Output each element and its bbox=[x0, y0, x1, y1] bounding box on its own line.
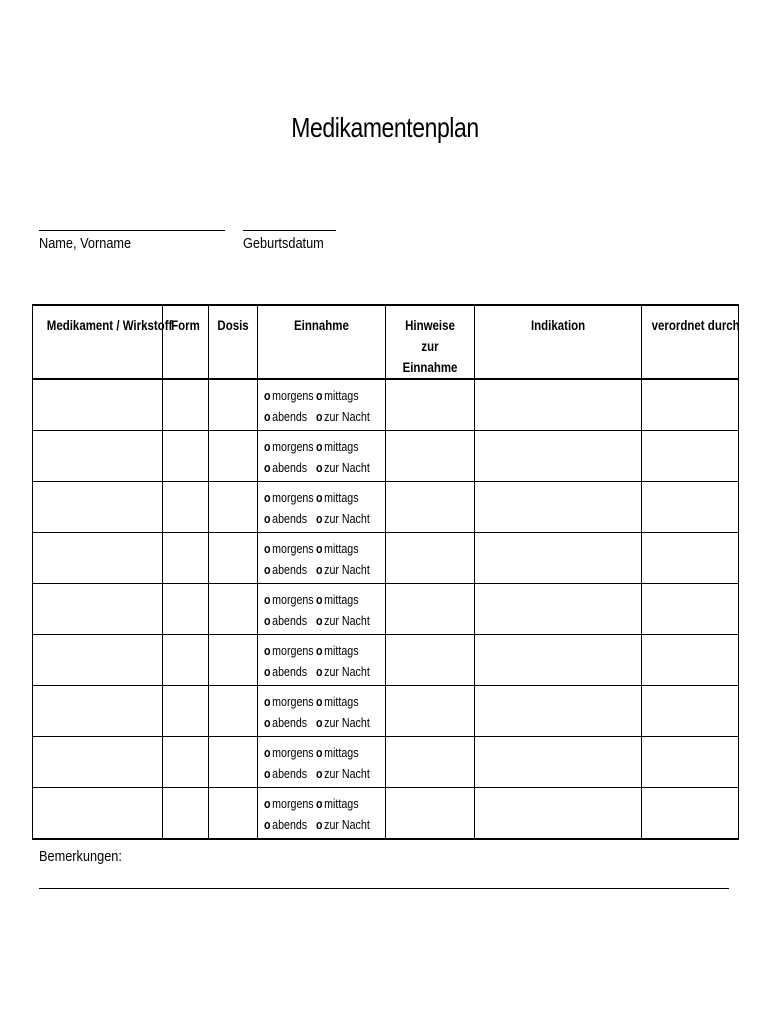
name-label: Name, Vorname bbox=[39, 235, 132, 252]
prescribed-by-cell[interactable] bbox=[642, 533, 739, 584]
form-cell[interactable] bbox=[163, 737, 209, 788]
option-bullet: o bbox=[264, 388, 271, 403]
indication-cell[interactable] bbox=[475, 737, 642, 788]
indication-cell[interactable] bbox=[475, 431, 642, 482]
option-bullet: o bbox=[316, 664, 323, 679]
intake-cell bbox=[258, 584, 386, 635]
medication-cell[interactable] bbox=[33, 737, 163, 788]
form-cell[interactable] bbox=[163, 686, 209, 737]
option-abends[interactable]: o abends bbox=[264, 817, 308, 832]
option-morgens[interactable]: o morgens bbox=[264, 796, 314, 811]
option-bullet: o bbox=[316, 694, 323, 709]
option-bullet: o bbox=[316, 766, 323, 781]
option-bullet: o bbox=[316, 409, 323, 424]
option-mittags[interactable]: o mittags bbox=[316, 490, 359, 505]
medication-table bbox=[32, 304, 739, 840]
option-mittags[interactable]: o mittags bbox=[316, 388, 359, 403]
form-cell[interactable] bbox=[163, 788, 209, 840]
option-bullet: o bbox=[264, 511, 271, 526]
intake-cell bbox=[258, 431, 386, 482]
option-zur-nacht[interactable]: o zur Nacht bbox=[316, 460, 370, 475]
medication-cell[interactable] bbox=[33, 686, 163, 737]
option-zur-nacht[interactable]: o zur Nacht bbox=[316, 664, 370, 679]
table-row bbox=[33, 533, 739, 584]
option-bullet: o bbox=[316, 388, 323, 403]
option-bullet: o bbox=[316, 715, 323, 730]
option-bullet: o bbox=[316, 511, 323, 526]
option-mittags[interactable]: o mittags bbox=[316, 643, 359, 658]
prescribed-by-cell[interactable] bbox=[642, 737, 739, 788]
prescribed-by-cell[interactable] bbox=[642, 584, 739, 635]
indication-cell[interactable] bbox=[475, 533, 642, 584]
table-row bbox=[33, 686, 739, 737]
form-cell[interactable] bbox=[163, 584, 209, 635]
header-indication: Indikation bbox=[475, 305, 642, 379]
dose-cell[interactable] bbox=[209, 788, 258, 840]
form-cell[interactable] bbox=[163, 482, 209, 533]
option-abends[interactable]: o abends bbox=[264, 613, 308, 628]
notes-cell[interactable] bbox=[386, 379, 475, 431]
option-morgens[interactable]: o morgens bbox=[264, 592, 314, 607]
intake-cell bbox=[258, 482, 386, 533]
notes-cell[interactable] bbox=[386, 686, 475, 737]
option-bullet: o bbox=[264, 613, 271, 628]
option-bullet: o bbox=[264, 664, 271, 679]
option-abends[interactable]: o abends bbox=[264, 409, 308, 424]
notes-cell[interactable] bbox=[386, 788, 475, 840]
option-morgens[interactable]: o morgens bbox=[264, 541, 314, 556]
prescribed-by-cell[interactable] bbox=[642, 635, 739, 686]
option-bullet: o bbox=[264, 409, 271, 424]
option-morgens[interactable]: o morgens bbox=[264, 745, 314, 760]
form-cell[interactable] bbox=[163, 431, 209, 482]
medication-cell[interactable] bbox=[33, 635, 163, 686]
remarks-label: Bemerkungen: bbox=[39, 848, 122, 865]
option-bullet: o bbox=[316, 541, 323, 556]
dose-cell[interactable] bbox=[209, 533, 258, 584]
intake-cell bbox=[258, 635, 386, 686]
form-cell[interactable] bbox=[163, 533, 209, 584]
dose-cell[interactable] bbox=[209, 482, 258, 533]
option-zur-nacht[interactable]: o zur Nacht bbox=[316, 409, 370, 424]
prescribed-by-cell[interactable] bbox=[642, 788, 739, 840]
remarks-line[interactable] bbox=[39, 888, 729, 889]
indication-cell[interactable] bbox=[475, 788, 642, 840]
option-zur-nacht[interactable]: o zur Nacht bbox=[316, 817, 370, 832]
option-bullet: o bbox=[264, 490, 271, 505]
option-bullet: o bbox=[316, 817, 323, 832]
option-zur-nacht[interactable]: o zur Nacht bbox=[316, 613, 370, 628]
birthdate-label: Geburtsdatum bbox=[243, 235, 324, 252]
name-underline bbox=[39, 230, 225, 231]
option-bullet: o bbox=[316, 613, 323, 628]
option-bullet: o bbox=[264, 817, 271, 832]
option-mittags[interactable]: o mittags bbox=[316, 796, 359, 811]
option-abends[interactable]: o abends bbox=[264, 664, 308, 679]
table-row bbox=[33, 635, 739, 686]
form-cell[interactable] bbox=[163, 635, 209, 686]
intake-cell bbox=[258, 379, 386, 431]
indication-cell[interactable] bbox=[475, 635, 642, 686]
indication-cell[interactable] bbox=[475, 686, 642, 737]
option-bullet: o bbox=[316, 643, 323, 658]
intake-cell bbox=[258, 686, 386, 737]
table-row bbox=[33, 379, 739, 431]
option-bullet: o bbox=[264, 694, 271, 709]
option-mittags[interactable]: o mittags bbox=[316, 745, 359, 760]
header-form: Form bbox=[163, 305, 209, 379]
option-bullet: o bbox=[316, 796, 323, 811]
option-mittags[interactable]: o mittags bbox=[316, 541, 359, 556]
option-bullet: o bbox=[264, 643, 271, 658]
option-morgens[interactable]: o morgens bbox=[264, 439, 314, 454]
prescribed-by-cell[interactable] bbox=[642, 379, 739, 431]
option-bullet: o bbox=[264, 715, 271, 730]
option-zur-nacht[interactable]: o zur Nacht bbox=[316, 562, 370, 577]
dose-cell[interactable] bbox=[209, 635, 258, 686]
option-morgens[interactable]: o morgens bbox=[264, 388, 314, 403]
table-row bbox=[33, 737, 739, 788]
option-morgens[interactable]: o morgens bbox=[264, 490, 314, 505]
notes-cell[interactable] bbox=[386, 584, 475, 635]
header-prescribed-by: verordnet durch bbox=[642, 305, 739, 379]
medication-cell[interactable] bbox=[33, 788, 163, 840]
dose-cell[interactable] bbox=[209, 584, 258, 635]
option-bullet: o bbox=[264, 562, 271, 577]
option-bullet: o bbox=[264, 745, 271, 760]
option-bullet: o bbox=[316, 592, 323, 607]
notes-cell[interactable] bbox=[386, 635, 475, 686]
option-bullet: o bbox=[316, 490, 323, 505]
medication-cell[interactable] bbox=[33, 584, 163, 635]
option-zur-nacht[interactable]: o zur Nacht bbox=[316, 511, 370, 526]
medication-cell[interactable] bbox=[33, 533, 163, 584]
header-intake: Einnahme bbox=[258, 305, 386, 379]
option-morgens[interactable]: o morgens bbox=[264, 643, 314, 658]
option-bullet: o bbox=[264, 592, 271, 607]
table-row bbox=[33, 584, 739, 635]
intake-cell bbox=[258, 788, 386, 840]
header-medication: Medikament / Wirkstoff bbox=[33, 305, 163, 379]
option-abends[interactable]: o abends bbox=[264, 766, 308, 781]
prescribed-by-cell[interactable] bbox=[642, 686, 739, 737]
header-notes: Hinweise zur Einnahme bbox=[386, 305, 475, 379]
table-header-row bbox=[33, 305, 739, 379]
dose-cell[interactable] bbox=[209, 379, 258, 431]
medication-cell[interactable] bbox=[33, 379, 163, 431]
option-mittags[interactable]: o mittags bbox=[316, 439, 359, 454]
option-mittags[interactable]: o mittags bbox=[316, 592, 359, 607]
notes-cell[interactable] bbox=[386, 533, 475, 584]
option-abends[interactable]: o abends bbox=[264, 460, 308, 475]
notes-cell[interactable] bbox=[386, 482, 475, 533]
option-zur-nacht[interactable]: o zur Nacht bbox=[316, 715, 370, 730]
intake-cell bbox=[258, 533, 386, 584]
indication-cell[interactable] bbox=[475, 379, 642, 431]
birthdate-underline bbox=[243, 230, 336, 231]
option-mittags[interactable]: o mittags bbox=[316, 694, 359, 709]
option-bullet: o bbox=[264, 766, 271, 781]
option-bullet: o bbox=[316, 745, 323, 760]
name-field[interactable] bbox=[39, 230, 225, 253]
option-bullet: o bbox=[264, 796, 271, 811]
notes-cell[interactable] bbox=[386, 431, 475, 482]
prescribed-by-cell[interactable] bbox=[642, 482, 739, 533]
option-abends[interactable]: o abends bbox=[264, 511, 308, 526]
table-row bbox=[33, 788, 739, 840]
table-row bbox=[33, 482, 739, 533]
option-abends[interactable]: o abends bbox=[264, 715, 308, 730]
option-bullet: o bbox=[264, 541, 271, 556]
birthdate-field[interactable] bbox=[243, 230, 336, 253]
indication-cell[interactable] bbox=[475, 584, 642, 635]
intake-cell bbox=[258, 737, 386, 788]
option-zur-nacht[interactable]: o zur Nacht bbox=[316, 766, 370, 781]
medication-cell[interactable] bbox=[33, 482, 163, 533]
header-dose: Dosis bbox=[209, 305, 258, 379]
option-bullet: o bbox=[316, 460, 323, 475]
option-bullet: o bbox=[264, 439, 271, 454]
prescribed-by-cell[interactable] bbox=[642, 431, 739, 482]
table-row bbox=[33, 431, 739, 482]
option-bullet: o bbox=[316, 439, 323, 454]
dose-cell[interactable] bbox=[209, 686, 258, 737]
notes-cell[interactable] bbox=[386, 737, 475, 788]
option-bullet: o bbox=[264, 460, 271, 475]
form-cell[interactable] bbox=[163, 379, 209, 431]
option-morgens[interactable]: o morgens bbox=[264, 694, 314, 709]
option-abends[interactable]: o abends bbox=[264, 562, 308, 577]
dose-cell[interactable] bbox=[209, 737, 258, 788]
indication-cell[interactable] bbox=[475, 482, 642, 533]
medication-cell[interactable] bbox=[33, 431, 163, 482]
dose-cell[interactable] bbox=[209, 431, 258, 482]
page-title: Medikamentenplan bbox=[291, 112, 479, 143]
option-bullet: o bbox=[316, 562, 323, 577]
